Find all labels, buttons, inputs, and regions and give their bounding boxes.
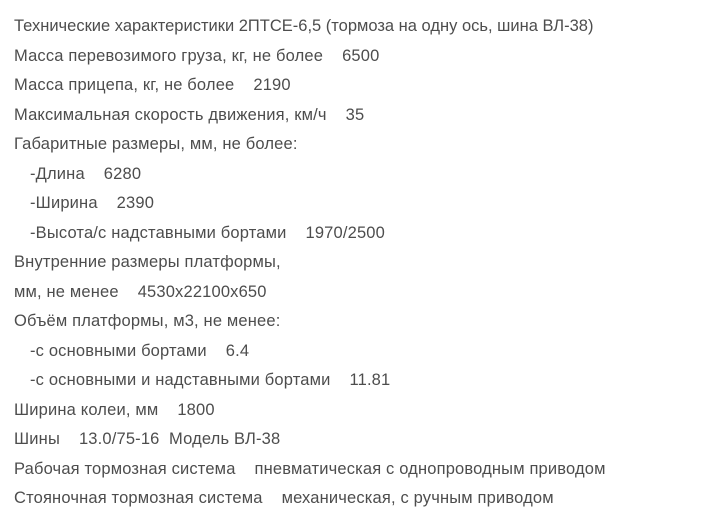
spec-line: Рабочая тормозная система пневматическая с однопроводным приводом: [14, 459, 606, 478]
spec-line: Максимальная скорость движения, км/ч 35: [14, 105, 365, 124]
spec-line: -с основными бортами 6.4: [30, 341, 250, 360]
spec-line: Объём платформы, м3, не менее:: [14, 312, 281, 330]
spec-line: Шины 13.0/75-16 Модель ВЛ-38: [14, 430, 281, 448]
spec-line: Масса прицепа, кг, не более 2190: [14, 76, 291, 94]
spec-line: -Высота/с надставными бортами 1970/2500: [30, 223, 385, 242]
spec-line: Стояночная тормозная система механическая, с ручным приводом: [14, 489, 554, 507]
spec-line: Габаритные размеры, мм, не более:: [14, 135, 298, 153]
spec-line: Масса перевозимого груза, кг, не более 6500: [14, 46, 380, 65]
specification-lines: [14, 42, 724, 514]
spec-line: -Ширина 2390: [30, 194, 155, 212]
spec-line: -с основными и надставными бортами 11.81: [30, 371, 391, 389]
spec-line: Внутренние размеры платформы,: [14, 253, 281, 271]
spec-line: -Длина 6280: [30, 164, 142, 183]
document-title: Технические характеристики 2ПТСЕ-6,5 (тормоза на одну ось, шина ВЛ-38): [14, 17, 594, 35]
spec-line: Ширина колеи, мм 1800: [14, 400, 215, 419]
spec-line: мм, не менее 4530x22100x650: [14, 282, 267, 301]
